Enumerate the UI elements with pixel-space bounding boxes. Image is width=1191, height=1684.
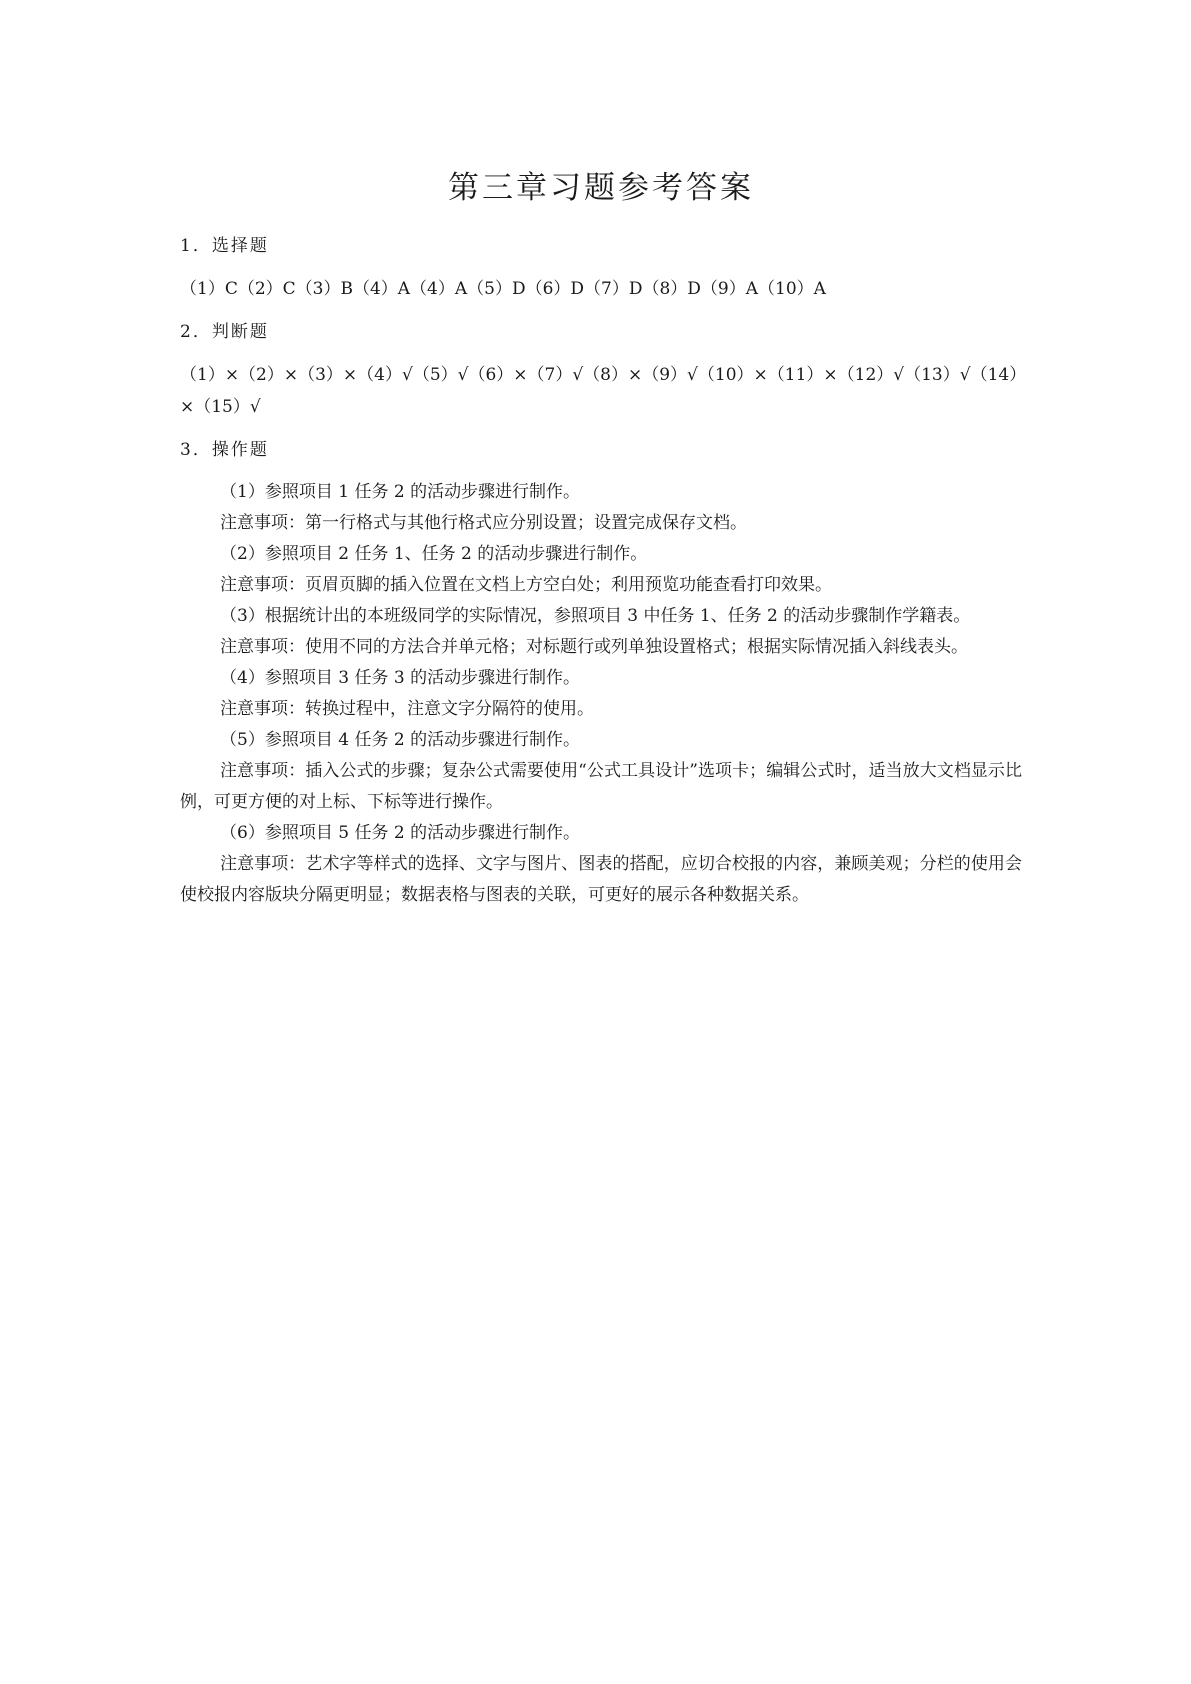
operation-item-2: （2）参照项目 2 任务 1、任务 2 的活动步骤进行制作。: [220, 544, 648, 564]
operation-note-2: 注意事项：页眉页脚的插入位置在文档上方空白处；利用预览功能查看打印效果。: [220, 575, 832, 595]
operation-note-1: 注意事项：第一行格式与其他行格式应分别设置；设置完成保存文档。: [220, 513, 747, 533]
operation-item-6: （6）参照项目 5 任务 2 的活动步骤进行制作。: [220, 823, 581, 843]
operation-note-3: 注意事项：使用不同的方法合并单元格；对标题行或列单独设置格式；根据实际情况插入斜线表头。: [220, 637, 968, 657]
operation-item-1: （1）参照项目 1 任务 2 的活动步骤进行制作。: [220, 482, 581, 502]
page-title: 第三章习题参考答案: [448, 170, 754, 206]
operation-note-4: 注意事项：转换过程中，注意文字分隔符的使用。: [220, 699, 594, 719]
operation-item-4: （4）参照项目 3 任务 3 的活动步骤进行制作。: [220, 668, 581, 688]
operation-note-6: 注意事项：艺术字等样式的选择、文字与图片、图表的搭配，应切合校报的内容，兼顾美观；分栏的使用会使校报内容版块分隔更明显；数据表格与图表的关联，可更好的展示各种数据关系。: [180, 854, 1022, 905]
operation-note-5: 注意事项：插入公式的步骤；复杂公式需要使用“公式工具设计”选项卡；编辑公式时，适当放大文档显示比例，可更方便的对上标、下标等进行操作。: [180, 761, 1022, 812]
section-heading-choice: 1．选择题: [180, 236, 269, 256]
choice-answers: （1）C（2）C（3）B（4）A（4）A（5）D（6）D（7）D（8）D（9）A（10）A: [180, 279, 826, 299]
section-heading-judge: 2．判断题: [180, 322, 269, 342]
operation-list: [180, 477, 1022, 911]
operation-item-3: （3）根据统计出的本班级同学的实际情况，参照项目 3 中任务 1、任务 2 的活动步骤制作学籍表。: [220, 606, 971, 626]
operation-item-5: （5）参照项目 4 任务 2 的活动步骤进行制作。: [220, 730, 581, 750]
judge-answers: （1）×（2）×（3）×（4）√（5）√（6）×（7）√（8）×（9）√（10）×（11）×（12）√（13）√（14）×（15）√: [180, 365, 1018, 417]
document-page: [180, 150, 1022, 911]
section-heading-operation: 3．操作题: [180, 440, 269, 460]
